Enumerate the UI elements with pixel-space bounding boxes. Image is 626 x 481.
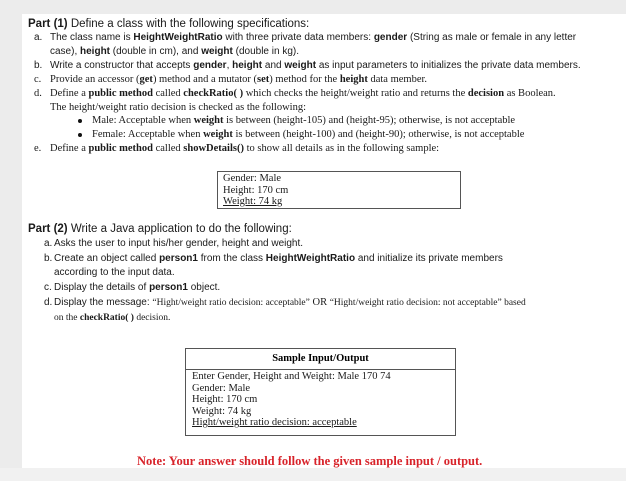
text: to show all details as in the following sample: <box>243 143 440 154</box>
part1-title: Define a class with the following specifications: <box>67 18 310 30</box>
part2-item-c-text <box>54 282 220 294</box>
text: object. <box>187 282 221 293</box>
text: height <box>80 46 111 57</box>
text: HeightWeightRatio <box>265 253 356 264</box>
text: (double in kg). <box>232 46 300 57</box>
part2-heading <box>28 223 292 235</box>
part1-item-a-text-2 <box>50 46 299 58</box>
part1-item-e-label: e. <box>34 143 42 154</box>
part1-item-a <box>34 32 42 44</box>
part1-item-c-label: c. <box>34 74 42 85</box>
sample-line: Enter Gender, Height and Weight: Male 170 74 <box>192 371 391 382</box>
text: checkRatio( ) <box>183 88 244 99</box>
bullet-icon <box>78 119 82 123</box>
part1-item-b-label: b. <box>34 60 43 71</box>
text: Male: Acceptable when <box>92 115 194 126</box>
text: and initialize its private members <box>355 253 503 264</box>
bottom-bar <box>0 468 626 481</box>
text: Display the details of <box>54 282 150 293</box>
part1-heading <box>28 18 309 30</box>
text: from the class <box>197 253 266 264</box>
part2-item-d-text-2 <box>54 312 170 324</box>
text: OR <box>309 297 330 308</box>
bullet-icon <box>78 133 82 137</box>
item-label: a. <box>34 32 43 43</box>
note-text: Note: Your answer should follow the given sample input / output. <box>137 454 483 468</box>
sample-line: Height: 170 cm <box>223 184 289 196</box>
text: HeightWeightRatio <box>133 32 223 43</box>
sample-line: Gender: Male <box>192 382 251 394</box>
text: height <box>232 60 263 71</box>
text: height <box>339 74 368 85</box>
sample-line: Hight/weight ratio decision: acceptable <box>192 417 357 428</box>
part1-item-d-text-2: The height/weight ratio decision is checked as the following: <box>50 102 307 113</box>
bullet-female <box>78 129 578 141</box>
part2-title: Write a Java application to do the following: <box>67 223 292 235</box>
text: with three private data members: <box>222 32 374 43</box>
show-details-sample-box <box>217 171 461 209</box>
part2-item-a-label: a. <box>44 238 53 249</box>
text: called <box>152 143 184 154</box>
text: Female: Acceptable when <box>92 129 204 140</box>
text: “Hight/weight ratio decision: not acceptable” based <box>329 298 526 308</box>
part1-item-b-text <box>50 60 581 72</box>
text: case), <box>50 46 81 57</box>
text: weight <box>203 129 233 140</box>
part1-item-c-text <box>50 74 427 86</box>
part1-item-d-label: d. <box>34 88 42 99</box>
text: public method <box>88 143 153 154</box>
text: ) method for the <box>269 74 340 85</box>
text: decision <box>467 88 505 99</box>
part2-item-d-label: d. <box>44 297 53 308</box>
part1-item-a-text <box>50 32 576 44</box>
text: Create an object called <box>54 253 160 264</box>
sample-io-box <box>185 348 456 436</box>
text: which checks the height/weight ratio and returns the <box>243 88 468 99</box>
text: (String as male or female in any letter <box>407 32 577 43</box>
text: “Hight/weight ratio decision: acceptable” <box>152 298 310 308</box>
sample-line: Height: 170 cm <box>192 394 258 405</box>
text: on the <box>54 313 80 323</box>
text: weight <box>284 60 317 71</box>
text: decision. <box>133 313 171 323</box>
text: and <box>262 60 285 71</box>
text: called <box>152 88 184 99</box>
text: ) method and a mutator ( <box>152 74 258 85</box>
part2-item-b-label: b. <box>44 253 53 264</box>
part2-item-d-text <box>54 297 526 309</box>
sample-io-body <box>186 370 455 429</box>
text: (double in cm), and <box>110 46 202 57</box>
text: is between (height-100) and (height-90); otherwise, is not acceptable <box>232 129 525 140</box>
text: person1 <box>159 253 198 264</box>
text: Provide an accessor ( <box>50 74 140 85</box>
sample-line: Weight: 74 kg <box>223 196 283 207</box>
text: gender <box>373 32 408 43</box>
text: get <box>139 74 153 85</box>
bullet-male <box>78 115 578 127</box>
text: Write a constructor that accepts <box>50 60 194 71</box>
text: weight <box>193 115 224 126</box>
text: Define a <box>50 88 89 99</box>
part2-item-b-text-2: according to the input data. <box>54 267 175 278</box>
text: weight <box>201 46 233 57</box>
text: as input parameters to initializes the private data members. <box>316 60 581 71</box>
text: person1 <box>149 282 188 293</box>
part2-item-b-text <box>54 253 503 265</box>
part1-item-e-text <box>50 143 439 155</box>
text: as Boolean. <box>504 88 556 99</box>
text: data member. <box>367 74 428 85</box>
text: showDetails() <box>183 143 244 154</box>
text: Display the message: <box>54 297 153 308</box>
text: gender <box>193 60 227 71</box>
part2-item-c-label: c. <box>44 282 52 293</box>
text: checkRatio( ) <box>79 313 134 323</box>
text: set <box>257 74 270 85</box>
part2-item-a-text: Asks the user to input his/her gender, height and weight. <box>54 238 304 249</box>
text: , <box>226 60 233 71</box>
sample-line: Weight: 74 kg <box>192 405 252 417</box>
sample-io-title: Sample Input/Output <box>186 349 455 370</box>
text: Define a <box>50 143 89 154</box>
text: The class name is <box>50 32 134 43</box>
part2-label: Part (2) <box>28 223 68 235</box>
sample-line: Gender: Male <box>223 173 282 184</box>
part1-item-d-text <box>50 88 556 100</box>
text: is between (height-105) and (height-95); otherwise, is not acceptable <box>223 115 516 126</box>
text: public method <box>88 88 153 99</box>
part1-label: Part (1) <box>28 18 68 30</box>
